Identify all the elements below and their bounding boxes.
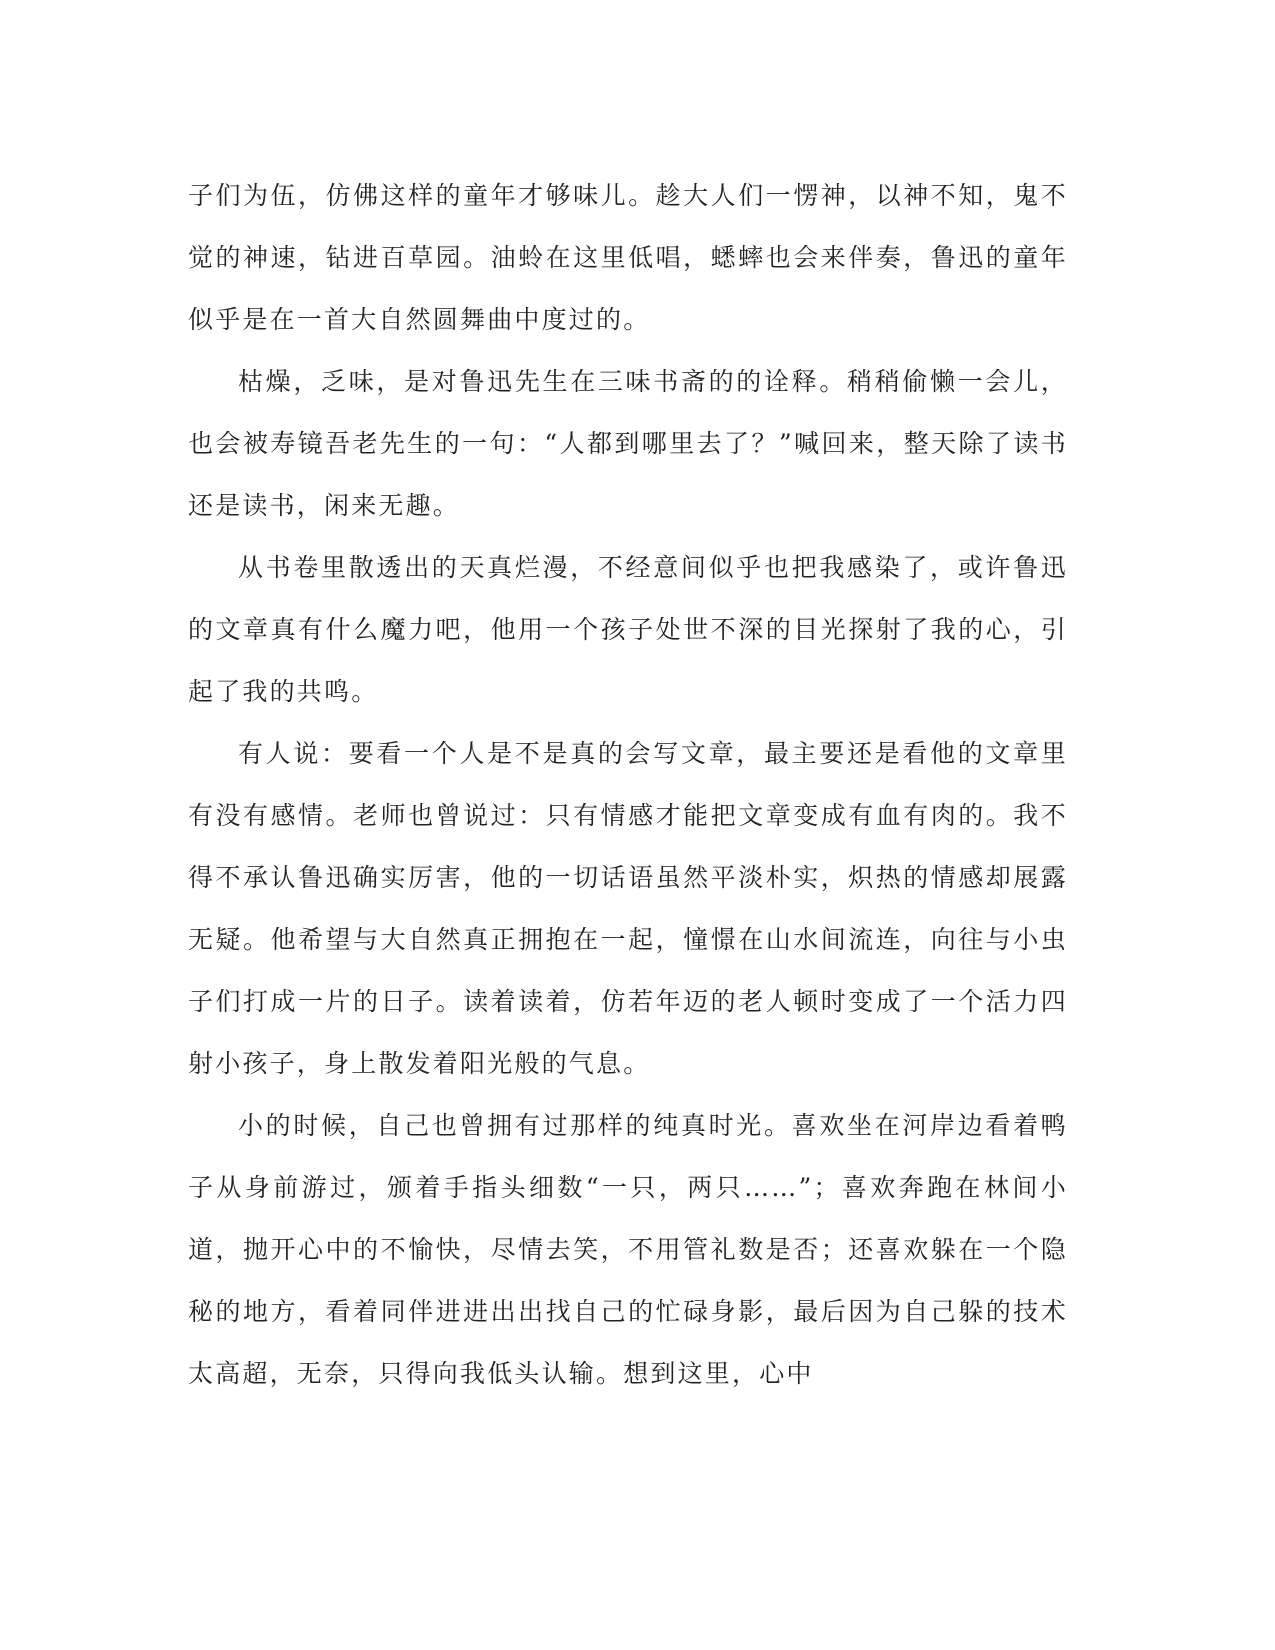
paragraph-childhood-memory: 小的时候，自己也曾拥有过那样的纯真时光。喜欢坐在河岸边看着鸭子从身前游过，颁着手指头细数“一只，两只……”；喜欢奔跑在林间小道，抛开心中的不愉快，尽情去笑，不用管礼数是否；还喜欢躲在一个隐秘的地方，看着同伴进进出出找自己的忙碌身影，最后因为自己躲的技术太高超，无奈，只得向我低头认输。想到这里，心中 (188, 1111, 1068, 1388)
paragraph-resonance: 从书卷里散透出的天真烂漫，不经意间似乎也把我感染了，或许鲁迅的文章真有什么魔力吧，他用一个孩子处世不深的目光探射了我的心，引起了我的共鸣。 (188, 553, 1068, 706)
paragraph-continuation: 子们为伍，仿佛这样的童年才够味儿。趁大人们一愣神，以神不知，鬼不觉的神速，钻进百草园。油蛉在这里低唱，蟋蟀也会来伴奏，鲁迅的童年似乎是在一首大自然圆舞曲中度过的。 (188, 181, 1068, 334)
paragraph-emotion-in-writing: 有人说：要看一个人是不是真的会写文章，最主要还是看他的文章里有没有感情。老师也曾说过：只有情感才能把文章变成有血有肉的。我不得不承认鲁迅确实厉害，他的一切话语虽然平淡朴实，炽热的情感却展露无疑。他希望与大自然真正拥抱在一起，憧憬在山水间流连，向往与小虫子们打成一片的日子。读着读着，仿若年迈的老人顿时变成了一个活力四射小孩子，身上散发着阳光般的气息。 (188, 739, 1068, 1078)
body-text (188, 165, 1068, 1405)
paragraph-sanwei-study: 枯燥，乏味，是对鲁迅先生在三味书斋的的诠释。稍稍偷懒一会儿，也会被寿镜吾老先生的一句：“人都到哪里去了？”喊回来，整天除了读书还是读书，闲来无趣。 (188, 367, 1068, 520)
